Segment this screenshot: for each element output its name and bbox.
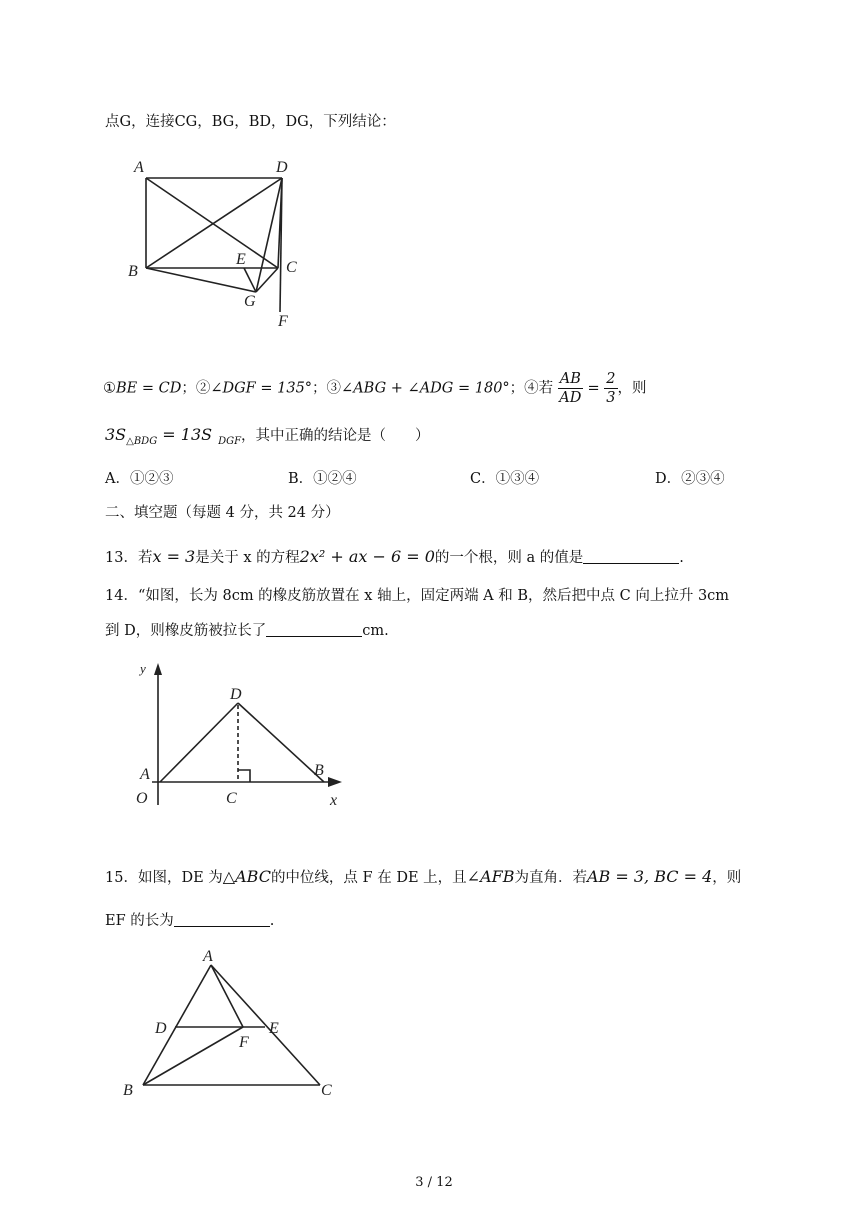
fraction-ab-ad <box>558 370 583 407</box>
choice-c[interactable]: C．①③④ <box>470 471 540 487</box>
q13-suffix: 的一个根，则 a 的值是 <box>434 550 584 566</box>
fraction-numerator: AB <box>559 371 581 387</box>
area-subscript-2: DGF <box>218 436 242 447</box>
q12-conclusions <box>103 370 647 407</box>
q15-answer-blank[interactable] <box>174 912 270 927</box>
figure-1-rectangle <box>120 150 310 330</box>
choice-a[interactable]: A．①②③ <box>105 471 174 487</box>
page-number: 3 / 12 <box>415 1175 453 1190</box>
fig1-label-b: B <box>128 263 138 280</box>
conclusion-1-math: BE = CD <box>116 380 182 397</box>
q13-mid: 是关于 x 的方程 <box>195 550 300 566</box>
fig2-label-a: A <box>140 766 150 783</box>
question-tail: ，其中正确的结论是（ ） <box>241 428 430 444</box>
conclusion-4-prefix: ④若 <box>524 380 554 397</box>
q15-line1 <box>105 867 741 888</box>
q13-math-2: 2x² + ax − 6 = 0 <box>299 547 435 566</box>
fig3-label-f: F <box>239 1034 249 1051</box>
fig3-label-a: A <box>203 948 213 965</box>
conclusion-3-marker: ③ <box>326 380 342 397</box>
fig2-label-b: B <box>314 762 324 779</box>
area-expr-2: = 13S <box>157 425 213 444</box>
q15-suffix: ，则 <box>712 870 742 886</box>
q15-line2 <box>105 911 274 931</box>
fig1-label-c: C <box>286 259 297 276</box>
section-2-title: 二、填空题（每题 4 分，共 24 分） <box>105 505 340 521</box>
fraction-denominator: AD <box>559 390 582 406</box>
area-subscript-1: △BDG <box>126 436 158 447</box>
q14-line1: 14．“如图，长为 8cm 的橡皮筋放置在 x 轴上，固定两端 A 和 B，然后把中点 C 向上拉升 3cm <box>105 588 730 604</box>
fraction-denominator: 3 <box>606 390 616 406</box>
q15-line2-prefix: EF 的长为 <box>105 913 174 929</box>
fig2-label-c: C <box>226 790 237 807</box>
q15-math-2: ∠AFB <box>466 867 515 886</box>
figure-2-coordinate <box>130 655 360 815</box>
separator: ； <box>312 380 327 397</box>
fig2-label-x: x <box>330 792 338 809</box>
fig1-label-e: E <box>236 251 246 268</box>
fig2-label-d: D <box>230 686 242 703</box>
q13-answer-blank[interactable] <box>583 549 679 564</box>
q15-mid-1: 的中位线，点 F 在 DE 上，且 <box>270 870 467 886</box>
q14-answer-blank[interactable] <box>266 622 362 637</box>
q14-line2-prefix: 到 D，则橡皮筋被拉长了 <box>105 623 267 639</box>
fig3-label-c: C <box>321 1082 332 1099</box>
fig1-label-f: F <box>278 313 288 330</box>
conclusion-4-suffix: ，则 <box>617 380 647 397</box>
q14-line2-suffix: cm. <box>362 623 389 639</box>
area-expr-1: 3S <box>105 425 127 444</box>
choice-d[interactable]: D．②③④ <box>655 471 725 487</box>
fig3-label-e: E <box>269 1020 279 1037</box>
q15-math-1: △ABC <box>222 867 271 886</box>
choice-b[interactable]: B．①②④ <box>288 471 357 487</box>
fig3-label-d: D <box>155 1020 167 1037</box>
fig1-label-a: A <box>134 159 144 176</box>
fig2-label-y: y <box>140 661 146 676</box>
conclusion-1-marker: ① <box>103 380 116 397</box>
q15-math-3: AB = 3, BC = 4 <box>586 867 713 886</box>
fraction-two-thirds <box>604 370 617 407</box>
conclusion-3-math: ∠ABG + ∠ADG = 180° <box>341 380 510 397</box>
q15-line2-end: . <box>269 913 275 929</box>
fig1-label-g: G <box>244 293 256 310</box>
q12-line2 <box>105 425 430 452</box>
fig1-label-d: D <box>276 159 288 176</box>
separator: ； <box>509 380 525 397</box>
q13-end: . <box>679 550 684 566</box>
q13-math-1: x = 3 <box>152 547 196 566</box>
fig3-label-b: B <box>123 1082 133 1099</box>
figure-3-triangle <box>115 945 355 1105</box>
intro-line: 点G，连接CG，BG，BD，DG，下列结论： <box>105 114 396 130</box>
q14-line2 <box>105 621 389 641</box>
separator: ； <box>181 380 196 397</box>
fig2-label-o: O <box>136 790 148 807</box>
conclusion-2-marker: ② <box>195 380 211 397</box>
fraction-numerator: 2 <box>606 371 616 387</box>
q15-mid-2: 为直角．若 <box>514 870 587 886</box>
equals-sign: = <box>587 380 600 397</box>
q13-prefix: 13．若 <box>105 550 153 566</box>
conclusion-2-math: ∠DGF = 135° <box>210 380 313 397</box>
q15-prefix: 15．如图，DE 为 <box>105 870 223 886</box>
question-13 <box>105 547 684 568</box>
